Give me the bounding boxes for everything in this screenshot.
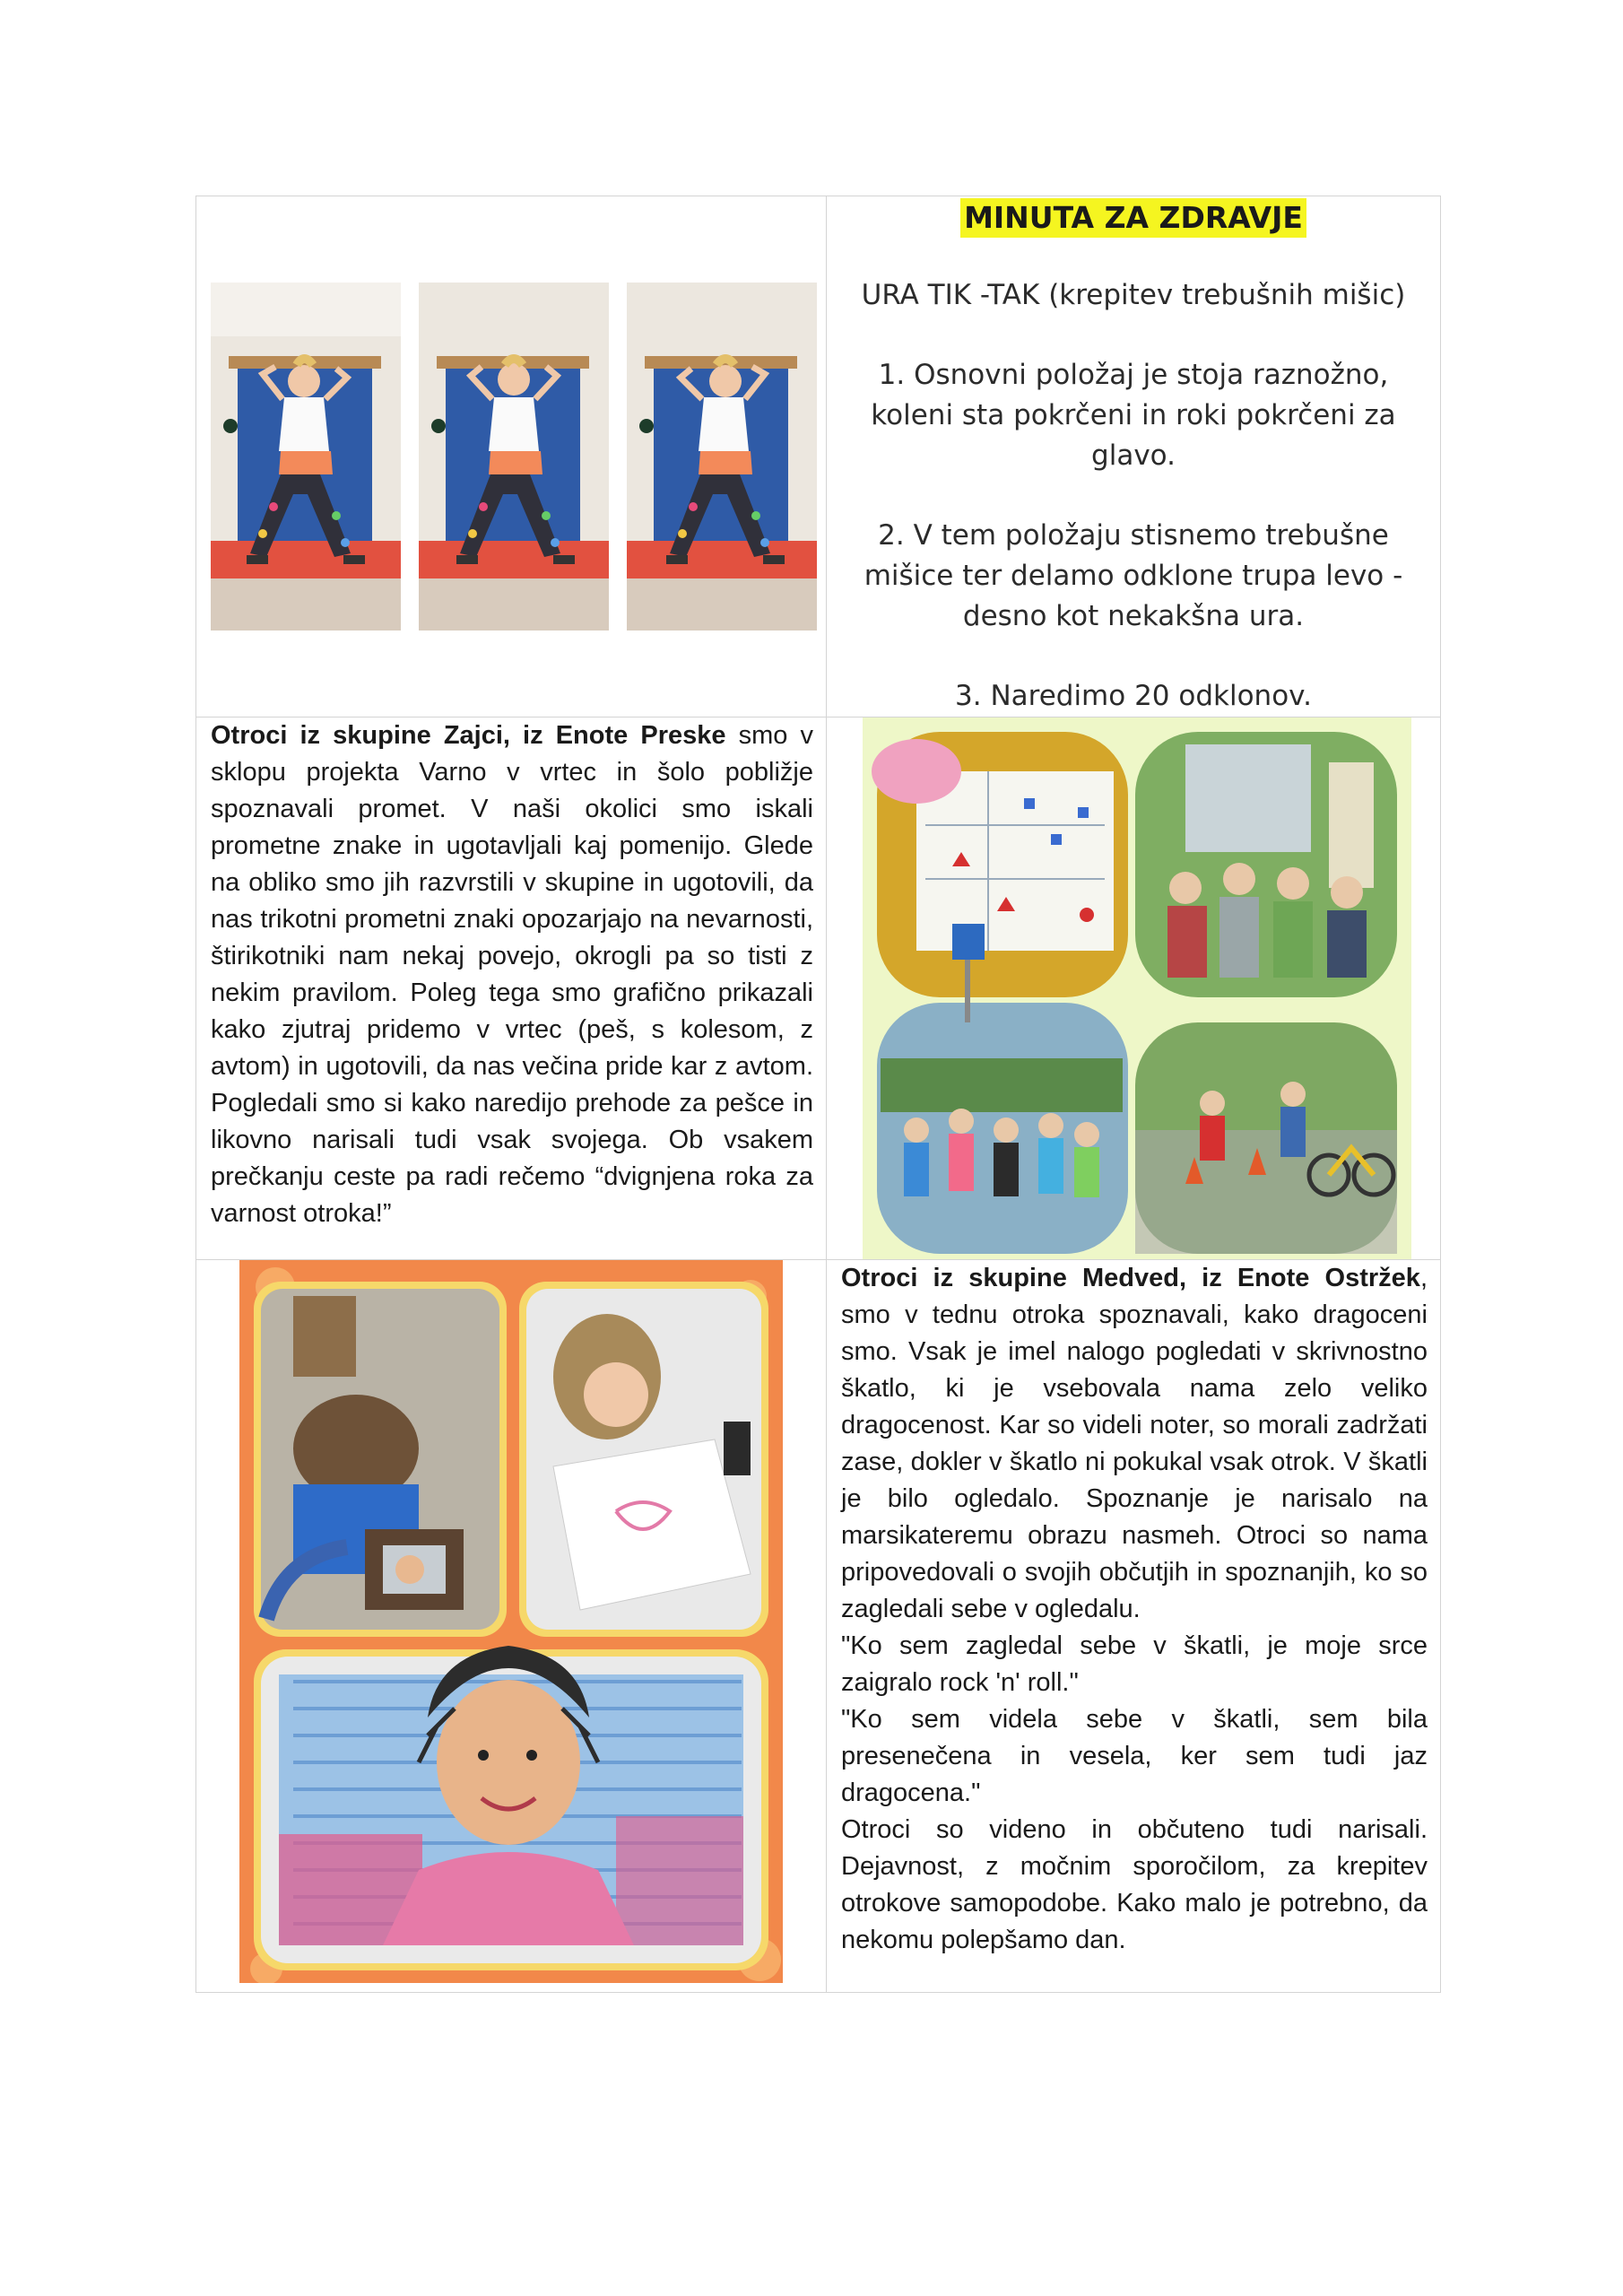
health-subtitle: URA TIK -TAK (krepitev trebušnih mišic): [861, 279, 1406, 311]
zajci-paragraph: [196, 718, 826, 1232]
zajci-lead: Otroci iz skupine Zajci, iz Enote Preske: [211, 721, 726, 750]
zajci-text-cell: [196, 718, 827, 1260]
exercise-photo-2: [419, 283, 609, 631]
health-step-2: 2. V tem položaju stisnemo trebušne mišice ter delamo odklone trupa levo - desno kot nekakšna ura.: [864, 519, 1403, 632]
health-title: MINUTA ZA ZDRAVJE: [960, 198, 1306, 238]
medved-paragraph: [827, 1260, 1440, 1959]
content-table: [195, 196, 1441, 1993]
medved-body-2: Otroci so videno in občuteno tudi narisali. Dejavnost, z močnim sporočilom, za krepitev otrokove samopodobe. Kako malo je potrebno, da nekomu polepšamo dan.: [841, 1815, 1428, 1954]
exercise-photo-1: [211, 283, 401, 631]
health-minute-cell: [827, 196, 1441, 718]
medved-body-1: , smo v tednu otroka spoznavali, kako dragoceni smo. Vsak je imel nalogo pogledati v skrivnostno škatlo, ki je vsebovala nama zelo veliko dragocenost. Kar so videli noter, so morali zadržati zase, dokler v škatlo ni pokukal vsak otrok. V škatli je bilo ogledalo. Spoznanje je narisalo na marsikateremu obrazu nasmeh. Otroci so nama pripovedovali o svojih občutjih in spoznanjih, ko so zagledali sebe v ogledalu.: [841, 1264, 1428, 1623]
mirror-collage: [196, 1260, 826, 1992]
health-step-3: 3. Naredimo 20 odklonov.: [955, 680, 1312, 712]
mirror-collage-cell: [196, 1260, 827, 1993]
exercise-photos-cell: [196, 196, 827, 718]
traffic-collage-cell: [827, 718, 1441, 1260]
traffic-collage: [827, 718, 1440, 1259]
medved-text-cell: [827, 1260, 1441, 1993]
medved-lead: Otroci iz skupine Medved, iz Enote Ostržek: [841, 1264, 1420, 1292]
medved-quote-2: "Ko sem videla sebe v škatli, sem bila presenečena in vesela, ker sem tudi jaz dragocena.": [841, 1705, 1428, 1807]
medved-quote-1: "Ko sem zagledal sebe v škatli, je moje srce zaigralo rock 'n' roll.": [841, 1631, 1428, 1697]
health-step-1: 1. Osnovni položaj je stoja raznožno, koleni sta pokrčeni in roki pokrčeni za glavo.: [871, 359, 1396, 472]
exercise-photo-3: [627, 283, 817, 631]
zajci-body: smo v sklopu projekta Varno v vrtec in šolo pobližje spoznavali promet. V naši okolici smo iskali prometne znake in ugotavljali kaj pomenijo. Glede na obliko smo jih razvrstili v skupine in ugotovili, da nas trikotni prometni znaki opozarjajo na nevarnosti, štirikotniki nam nekaj povejo, okrogli pa so tisti z nekim pravilom. Poleg tega smo grafično prikazali kako zjutraj pridemo v vrtec (peš, s kolesom, z avtom) in ugotovili, da nas večina pride kar z avtom. Pogledali smo si kako naredijo prehode za pešce in likovno narisali tudi vsak svojega. Ob vsakem prečkanju ceste pa radi rečemo “dvignjena roka za varnost otroka!”: [211, 721, 813, 1228]
